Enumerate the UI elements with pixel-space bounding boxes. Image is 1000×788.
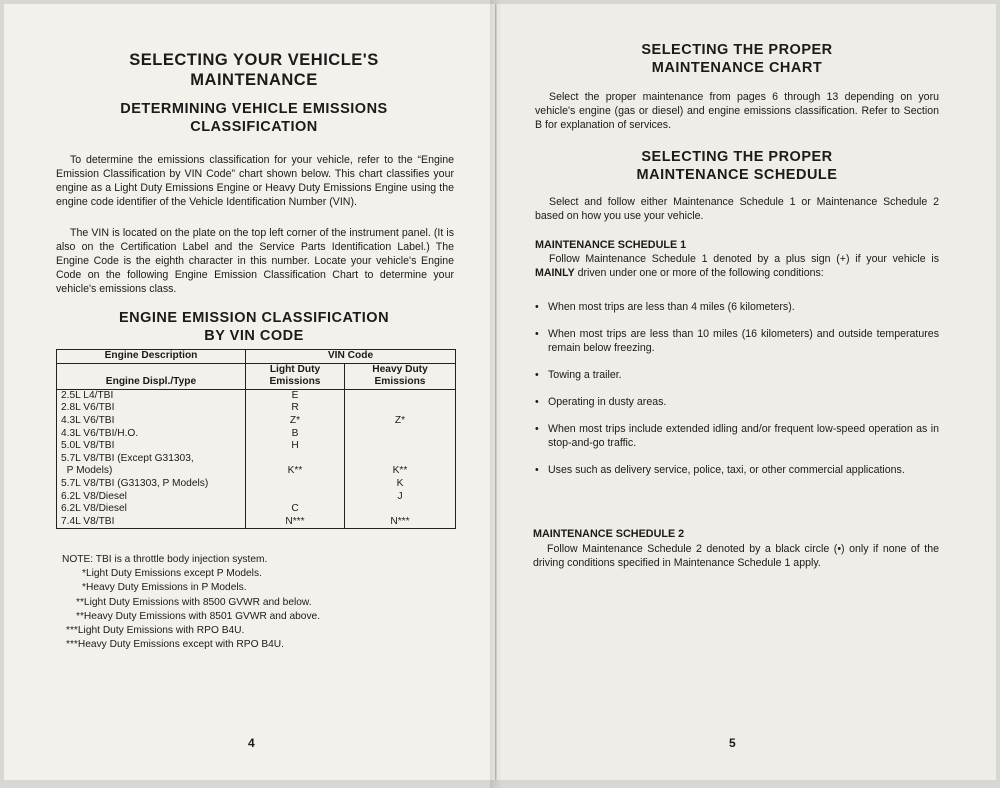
heavy-cell: J (397, 490, 403, 502)
heavy-cell: N*** (390, 515, 410, 527)
left-subtitle (44, 100, 464, 136)
emission-classification-table (56, 349, 456, 529)
bullet-icon: • (535, 328, 539, 340)
light-cell (250, 478, 340, 491)
header-vin-code: VIN Code (246, 350, 456, 364)
schedule-1-text-b: driven under one or more of the following conditions: (577, 266, 824, 279)
engine-cell: 2.8L V6/TBI (61, 402, 115, 414)
list-item (535, 368, 939, 382)
list-item (535, 463, 939, 477)
vin-location-paragraph: The VIN is located on the plate on the top left corner of the instrument panel. (It is also on the Certification Label and the Service Parts Identification Label.) The Engine Code is the eighth character in this number. Locate your vehicle's Engine Code on the following Engine Emission Classification Chart to determine your vehicle's emissions class. (56, 227, 454, 295)
header-engine-displ: Engine Displ./Type (57, 363, 246, 389)
schedule-1-emphasis: MAINLY (535, 266, 575, 279)
list-item-text: Operating in dusty areas. (548, 396, 667, 408)
engine-cell: 5.7L V8/TBI (G31303, P Models) (61, 477, 209, 489)
engine-cell: 7.4L V8/TBI (61, 515, 115, 527)
heavy-cell (349, 402, 451, 415)
schedule-title-line1: SELECTING THE PROPER (641, 149, 833, 165)
note-line: ***Heavy Duty Emissions except with RPO B4U. (66, 639, 284, 651)
right-title-chart (527, 41, 947, 77)
list-item-text: Uses such as delivery service, police, taxi, or other commercial applications. (548, 464, 905, 476)
heavy-cell: Z* (394, 414, 406, 426)
light-cell: H (291, 440, 299, 452)
note-line: **Light Duty Emissions with 8500 GVWR and below. (76, 596, 312, 608)
heavy-cell (349, 440, 451, 453)
heavy-cell (349, 503, 451, 516)
light-cell: E (291, 389, 299, 401)
subtitle-line1: DETERMINING VEHICLE EMISSIONS (120, 101, 388, 117)
bullet-icon: • (535, 464, 539, 476)
heavy-cell (349, 453, 451, 466)
light-cell: N*** (285, 515, 305, 527)
heavy-duty-column (345, 389, 456, 529)
light-cell (250, 453, 340, 466)
engine-cell: P Models) (61, 465, 113, 477)
light-cell: Z* (289, 414, 301, 426)
chart-paragraph: Select the proper maintenance from pages 6 through 13 depending on yoru vehicle's engine (gas or diesel) and engine emissions classification. Refer to Section B for explanation of services. (535, 91, 939, 131)
subtitle-line2: CLASSIFICATION (190, 119, 318, 135)
table-notes (62, 553, 462, 652)
page-title-line2: MAINTENANCE (190, 71, 318, 89)
table-title (44, 309, 464, 345)
right-title-schedule (527, 148, 947, 184)
engine-cell: 5.0L V8/TBI (61, 440, 115, 452)
list-item (535, 300, 939, 314)
header-engine-description: Engine Description (57, 350, 246, 364)
conditions-list (535, 300, 939, 477)
light-cell: R (291, 402, 299, 414)
note-line: **Heavy Duty Emissions with 8501 GVWR and above. (76, 610, 321, 622)
note-line: ***Light Duty Emissions with RPO B4U. (66, 625, 245, 637)
list-item-text: When most trips are less than 4 miles (6 kilometers). (548, 301, 795, 313)
bullet-icon: • (535, 369, 539, 381)
engine-column (57, 389, 246, 529)
light-cell: K** (287, 465, 303, 477)
list-item (535, 422, 939, 450)
page-number-left: 4 (248, 736, 255, 750)
light-duty-column (246, 389, 345, 529)
schedule-1-heading: MAINTENANCE SCHEDULE 1 (535, 239, 687, 251)
table-title-line1: ENGINE EMISSION CLASSIFICATION (118, 310, 390, 326)
bullet-icon: • (535, 423, 539, 435)
list-item-text: When most trips include extended idling and/or frequent low-speed operation as in stop-and-go traffic. (548, 423, 939, 449)
header-heavy-duty: Heavy Duty Emissions (345, 363, 456, 389)
table-title-line2: BY VIN CODE (204, 328, 304, 344)
engine-cell: 6.2L V8/Diesel (61, 490, 127, 502)
list-item-text: When most trips are less than 10 miles (16 kilometers) and outside temperatures remain below freezing. (548, 328, 939, 354)
light-cell (250, 491, 340, 504)
chart-title-line2: MAINTENANCE CHART (651, 60, 823, 76)
note-line: *Light Duty Emissions except P Models. (82, 568, 262, 580)
list-item (535, 327, 939, 355)
engine-cell: 4.3L V6/TBI (61, 414, 115, 426)
intro-paragraph: To determine the emissions classification for your vehicle, refer to the “Engine Emission Classification by VIN Code” chart shown below. This chart classifies your engine as a Light Duty Emissions Engine or Heavy Duty Emissions Engine using the engine code identifier of the Vehicle Identification Number (VIN). (56, 154, 454, 208)
engine-cell: 2.5L L4/TBI (61, 389, 114, 401)
schedule-paragraph: Select and follow either Maintenance Schedule 1 or Maintenance Schedule 2 based on how you use your vehicle. (535, 196, 939, 222)
header-light-duty: Light Duty Emissions (246, 363, 345, 389)
schedule-2-paragraph: Follow Maintenance Schedule 2 denoted by a black circle (•) only if none of the driving conditions specified in Maintenance Schedule 1 apply. (533, 543, 939, 569)
chart-title-line1: SELECTING THE PROPER (641, 42, 833, 58)
light-cell: B (291, 427, 299, 439)
list-item (535, 395, 939, 409)
heavy-cell: K (396, 477, 404, 489)
bullet-icon: • (535, 396, 539, 408)
schedule-2-heading: MAINTENANCE SCHEDULE 2 (533, 528, 685, 540)
light-cell: C (291, 503, 299, 515)
engine-cell: 4.3L V6/TBI/H.O. (61, 427, 139, 439)
schedule-1-paragraph (535, 253, 939, 281)
engine-cell: 5.7L V8/TBI (Except G31303, (61, 452, 194, 464)
page-number-right: 5 (729, 736, 736, 750)
note-line: NOTE: TBI is a throttle body injection system. (62, 554, 268, 565)
heavy-cell (349, 428, 451, 441)
schedule-title-line2: MAINTENANCE SCHEDULE (636, 167, 838, 183)
list-item-text: Towing a trailer. (548, 369, 622, 381)
page-title-line1: SELECTING YOUR VEHICLE'S (129, 51, 379, 69)
heavy-cell: K** (392, 465, 408, 477)
note-line: *Heavy Duty Emissions in P Models. (82, 582, 247, 594)
left-page (4, 4, 496, 780)
heavy-cell (349, 390, 451, 403)
engine-cell: 6.2L V8/Diesel (61, 503, 127, 515)
right-page (497, 4, 996, 780)
bullet-icon: • (535, 301, 539, 313)
left-title (44, 50, 464, 90)
schedule-1-text-a: Follow Maintenance Schedule 1 denoted by a plus sign (+) if your vehicle is (549, 253, 939, 265)
